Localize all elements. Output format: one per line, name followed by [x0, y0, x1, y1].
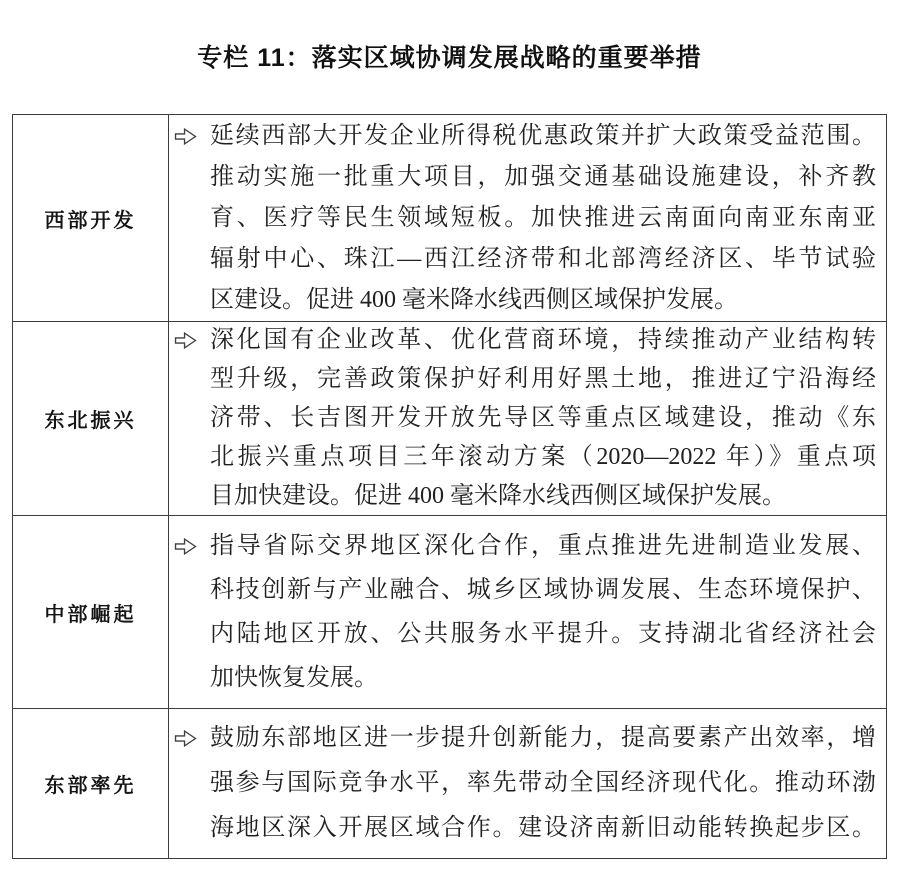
text-line: 强参与国际竞争水平，率先带动全国经济现代化。推动环渤 — [210, 770, 876, 796]
text-line: 目加快建设。促进 400 毫米降水线西侧区域保护发展。 — [210, 483, 786, 509]
text-line: 鼓励东部地区进一步提升创新能力，提高要素产出效率，增 — [210, 725, 876, 751]
row-content-cell — [169, 322, 886, 515]
table-row — [13, 516, 886, 709]
row-label-cell — [13, 322, 169, 515]
row-label: 西部开发 — [44, 209, 137, 232]
row-content-cell — [169, 516, 886, 708]
row-label: 中部崛起 — [44, 603, 137, 626]
rightwards-white-arrow-icon — [174, 116, 198, 157]
text-lines — [210, 322, 876, 515]
row-label: 东部率先 — [44, 775, 137, 797]
row-label: 东北振兴 — [44, 410, 137, 432]
text-line: 延续西部大开发企业所得税优惠政策并扩大政策受益范围。 — [210, 122, 876, 149]
text-line: 北振兴重点项目三年滚动方案（2020—2022 年）》重点项 — [210, 444, 876, 470]
row-label-cell — [13, 516, 169, 708]
rightwards-white-arrow-icon — [174, 716, 198, 761]
text-line: 区建设。促进 400 毫米降水线西侧区域保护发展。 — [210, 286, 738, 313]
text-lines — [210, 524, 876, 700]
row-content — [174, 322, 876, 515]
row-content — [174, 524, 876, 700]
rightwards-white-arrow-icon — [174, 322, 198, 360]
measures-table — [12, 114, 887, 859]
row-content — [174, 116, 876, 321]
text-line: 育、医疗等民生领域短板。加快推进云南面向南亚东南亚 — [210, 204, 876, 231]
text-line: 科技创新与产业融合、城乡区域协调发展、生态环境保护、 — [210, 577, 876, 603]
page-title: 专栏 11：落实区域协调发展战略的重要举措 — [197, 44, 702, 72]
text-line: 辐射中心、珠江—西江经济带和北部湾经济区、毕节试验 — [210, 245, 876, 272]
text-line: 济带、长吉图开发开放先导区等重点区域建设，推动《东 — [210, 405, 876, 431]
text-line: 内陆地区开放、公共服务水平提升。支持湖北省经济社会 — [210, 621, 876, 647]
table-row — [13, 709, 886, 858]
row-label-cell — [13, 115, 169, 321]
row-content-cell — [169, 709, 886, 858]
text-lines — [210, 716, 876, 851]
text-line: 海地区深入开展区域合作。建设济南新旧动能转换起步区。 — [210, 815, 876, 841]
row-content — [174, 716, 876, 851]
table-row — [13, 322, 886, 516]
text-line: 推动实施一批重大项目，加强交通基础设施建设，补齐教 — [210, 163, 876, 190]
row-content-cell — [169, 115, 886, 321]
text-line: 深化国有企业改革、优化营商环境，持续推动产业结构转 — [210, 327, 876, 353]
row-label-cell — [13, 709, 169, 858]
text-line: 指导省际交界地区深化合作，重点推进先进制造业发展、 — [210, 533, 876, 559]
text-line: 加快恢复发展。 — [210, 665, 378, 691]
text-line: 型升级，完善政策保护好利用好黑土地，推进辽宁沿海经 — [210, 366, 876, 392]
rightwards-white-arrow-icon — [174, 524, 198, 568]
text-lines — [210, 116, 876, 321]
table-row — [13, 115, 886, 322]
